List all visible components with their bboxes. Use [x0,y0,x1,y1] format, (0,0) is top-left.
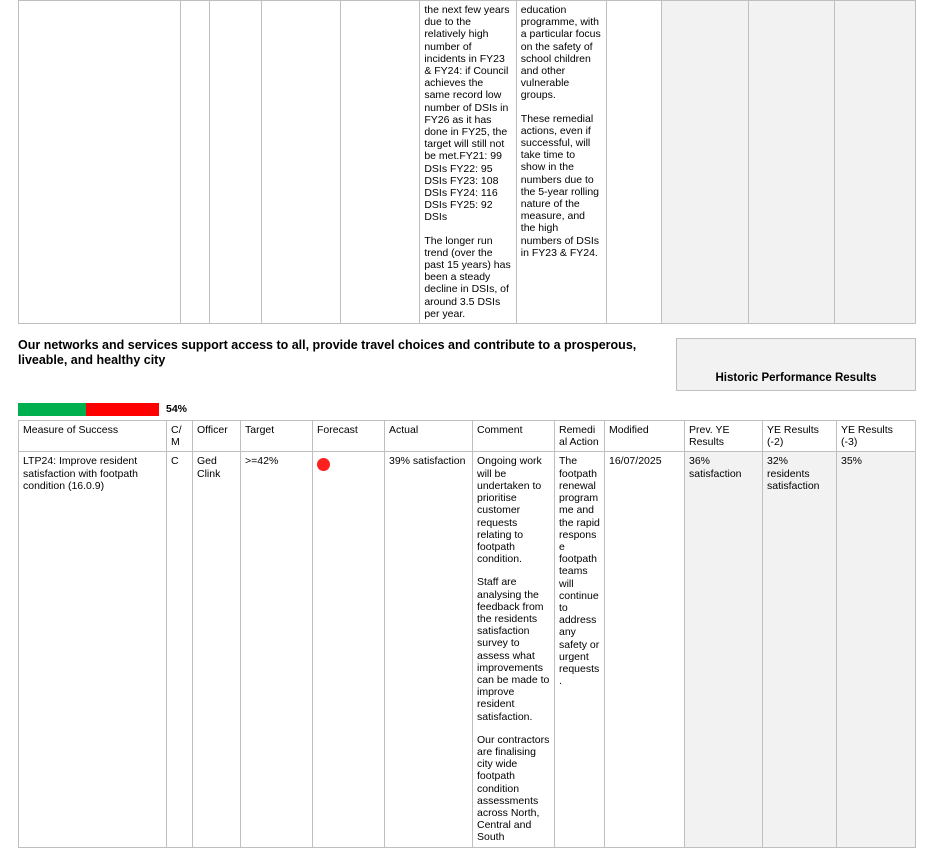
cell-prev-ye-continued [661,1,749,324]
remedial-paragraph-1: education programme, with a particular focus on the safety of school children and other vulnerable groups. [520,4,601,102]
progress-bar [18,403,159,416]
cell-officer: Ged Clink [193,452,241,847]
cell-remedial-action [555,452,605,847]
column-header-measure: Measure of Success [19,421,167,452]
historic-performance-box [676,338,916,391]
remedial-paragraph-2: These remedial actions, even if successful, will take time to show in the numbers due to the 5-year rolling nature of the measure, and the high numbers of DSIs in FY23 & FY24. [520,112,600,259]
column-header-remedial-action: Remedial Action [555,421,605,452]
column-header-ye-results-minus-2: YE Results (-2) [763,421,837,452]
progress-bar-row [18,402,916,416]
cell-modified: 16/07/2025 [605,452,685,847]
column-header-officer: Officer [193,421,241,452]
section-title: Our networks and services support access to all, provide travel choices and contribute to a prosperous, liveable, and healthy city [18,338,637,368]
cell-cm-continued [181,1,210,324]
cell-ye-results-minus-3: 35% [837,452,916,847]
column-header-cm: C/M [167,421,193,452]
column-header-modified: Modified [605,421,685,452]
cell-forecast-continued [341,1,420,324]
cell-actual: 39% satisfaction [385,452,473,847]
cell-prev-ye-results: 36% satisfaction [685,452,763,847]
cell-ye-3-continued [834,1,915,324]
status-red-dot-icon [317,458,330,471]
column-header-target: Target [241,421,313,452]
column-header-ye-results-minus-3: YE Results (-3) [837,421,916,452]
table-row [19,1,916,324]
progress-bar-value: 54% [166,403,188,416]
cell-target-continued [262,1,341,324]
table-row [19,452,916,847]
table-header-row [19,421,916,452]
column-header-comment: Comment [473,421,555,452]
cell-measure: LTP24: Improve resident satisfaction with footpath condition (16.0.9) [19,452,167,847]
cell-forecast [313,452,385,847]
comment-paragraph-2: Staff are analysing the feedback from the residents satisfaction survey to assess what improvements can be made to improve resident satisfaction. [477,576,550,723]
section-band [18,338,916,396]
cell-target: >=42% [241,452,313,847]
cell-officer-continued [209,1,262,324]
progress-bar-red-segment [86,403,159,416]
comment-paragraph-3: Our contractors are finalising city wide footpath condition assessments across North, Central and South [477,733,550,844]
cell-comment-continued [420,1,516,324]
continued-measure-table [18,0,916,324]
cell-remedial-continued [516,1,606,324]
comment-paragraph-1: the next few years due to the relatively high number of incidents in FY23 & FY24: if Council achieves the same record low number of DSIs in FY26 as it has done in FY25, the target will still not be met.FY21: 99 DSIs FY22: 95 DSIs FY23: 108 DSIs FY24: 116 DSIs FY25: 92 DSIs [424,4,510,224]
cell-ye-2-continued [749,1,835,324]
column-header-prev-ye-results: Prev. YE Results [685,421,763,452]
cell-comment [473,452,555,847]
historic-performance-label: Historic Performance Results [715,372,877,385]
measure-table [18,420,916,848]
progress-bar-green-segment [18,403,86,416]
cell-ye-results-minus-2: 32% residents satisfaction [763,452,837,847]
column-header-forecast: Forecast [313,421,385,452]
cell-measure-continued [19,1,181,324]
cell-cm: C [167,452,193,847]
cell-modified-continued [606,1,661,324]
column-header-actual: Actual [385,421,473,452]
comment-paragraph-1: Ongoing work will be undertaken to prioritise customer requests relating to footpath condition. [477,455,542,566]
comment-paragraph-2: The longer run trend (over the past 15 years) has been a steady decline in DSIs, of around 3.5 DSIs per year. [424,234,511,320]
remedial-paragraph-1: The footpath renewal programme and the rapid response footpath teams will continue to address any safety or urgent requests. [559,455,600,688]
